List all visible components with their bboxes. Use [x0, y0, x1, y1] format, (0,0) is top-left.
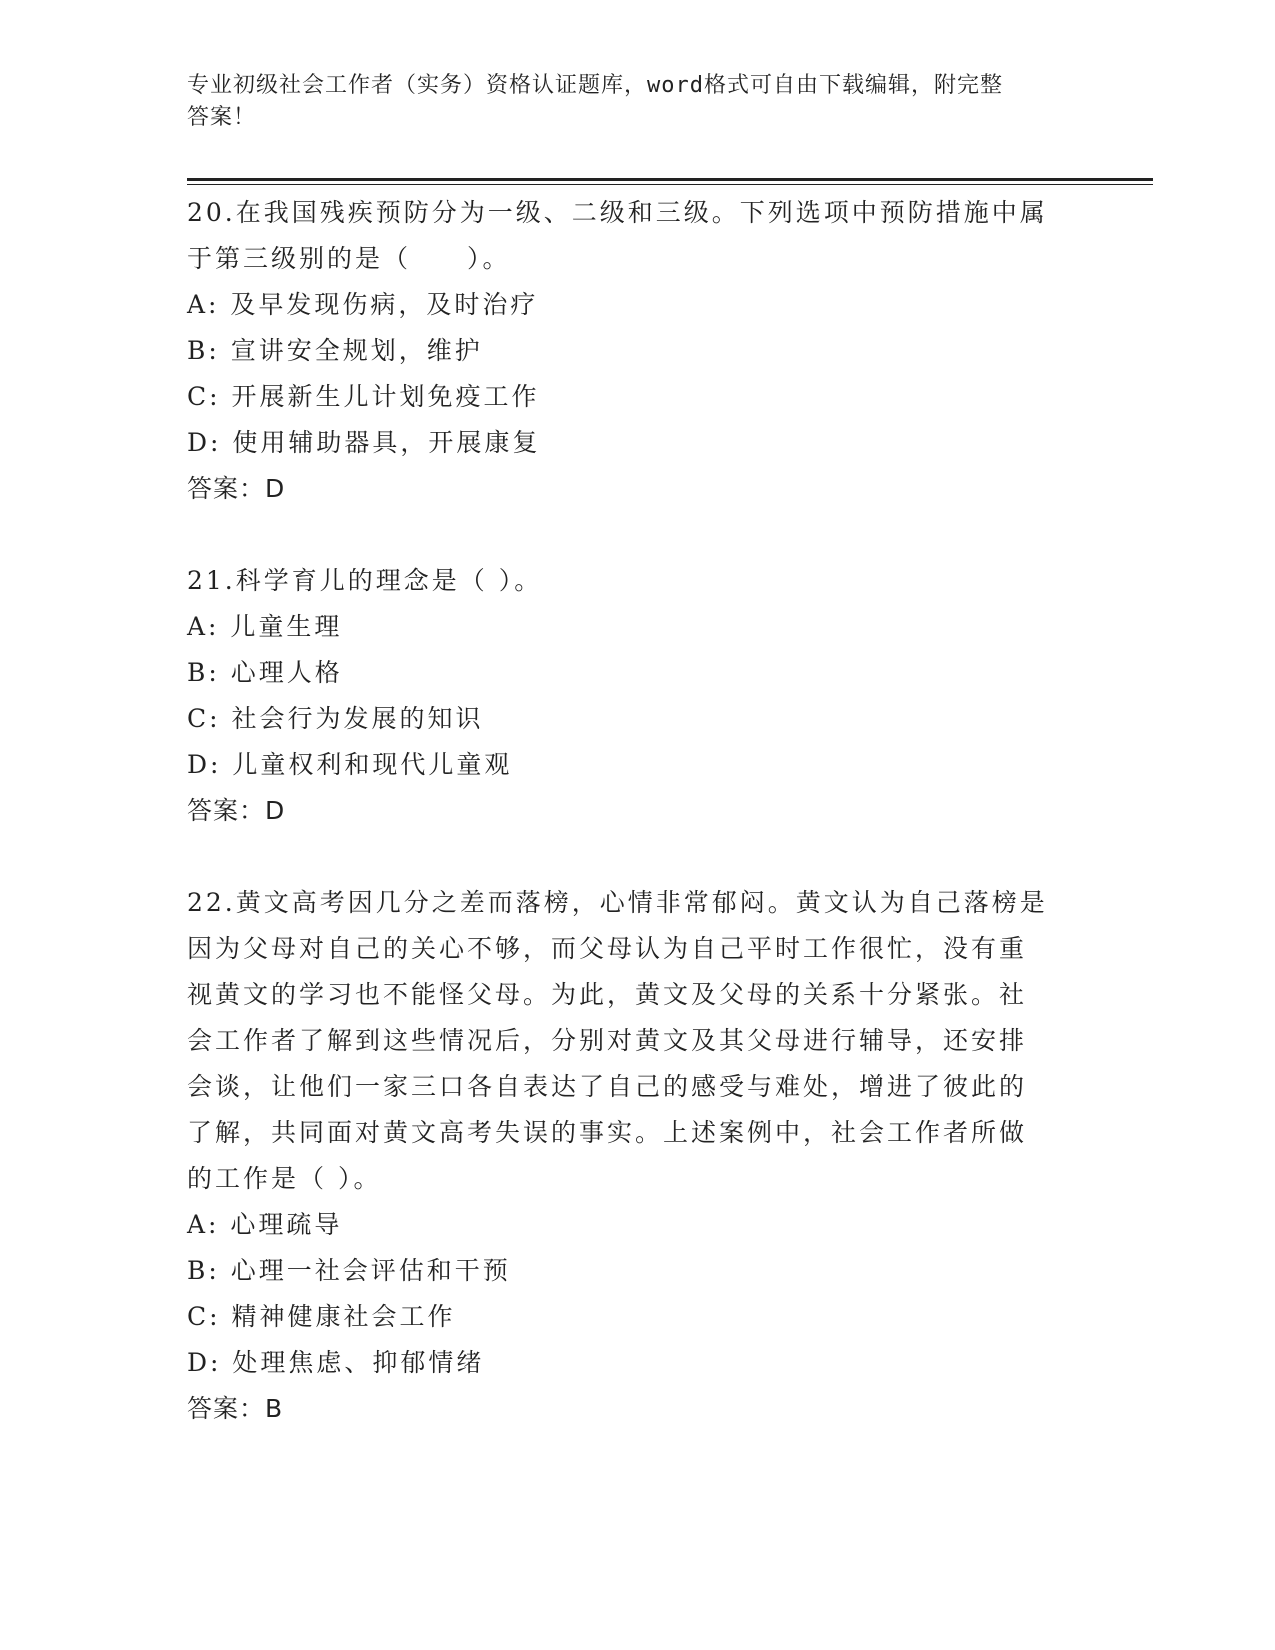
stem-line: 视黄文的学习也不能怪父母。为此，黄文及父母的关系十分紧张。社 [187, 980, 1028, 1009]
question-stem [187, 190, 1087, 282]
option-a: A: 儿童生理 [187, 612, 343, 641]
question-21 [187, 558, 1087, 834]
stem-line: 因为父母对自己的关心不够，而父母认为自己平时工作很忙，没有重 [187, 934, 1028, 963]
stem-line: 的工作是（ ）。 [187, 1164, 382, 1193]
option-a: A: 心理疏导 [187, 1210, 343, 1239]
header-divider-thin [187, 184, 1153, 185]
option-c: C: 精神健康社会工作 [187, 1302, 456, 1331]
option-a: A: 及早发现伤病，及时治疗 [187, 290, 539, 319]
header-line-2: 答案！ [187, 105, 257, 130]
header-divider-thick [187, 178, 1153, 181]
stem-line: 会工作者了解到这些情况后，分别对黄文及其父母进行辅导，还安排 [187, 1026, 1028, 1055]
option-b: B: 心理一社会评估和干预 [187, 1256, 511, 1285]
document-header [187, 70, 1067, 134]
stem-line: 21.科学育儿的理念是（ ）。 [187, 566, 543, 595]
stem-line: 会谈，让他们一家三口各自表达了自己的感受与难处，增进了彼此的 [187, 1072, 1028, 1101]
answer-text: 答案：D [187, 474, 286, 503]
option-b: B: 心理人格 [187, 658, 343, 687]
question-22 [187, 880, 1087, 1432]
option-d: D: 儿童权利和现代儿童观 [187, 750, 513, 779]
stem-line: 了解，共同面对黄文高考失误的事实。上述案例中，社会工作者所做 [187, 1118, 1028, 1147]
stem-line: 20.在我国残疾预防分为一级、二级和三级。下列选项中预防措施中属 [187, 198, 1048, 227]
answer-text: 答案：B [187, 1394, 284, 1423]
answer-text: 答案：D [187, 796, 286, 825]
option-c: C: 开展新生儿计划免疫工作 [187, 382, 540, 411]
header-line-1: 专业初级社会工作者（实务）资格认证题库，word格式可自由下载编辑，附完整 [187, 73, 1003, 98]
option-c: C: 社会行为发展的知识 [187, 704, 484, 733]
question-list [187, 190, 1087, 1478]
question-20 [187, 190, 1087, 512]
question-stem [187, 880, 1087, 1202]
option-d: D: 使用辅助器具，开展康复 [187, 428, 541, 457]
question-stem [187, 558, 1087, 604]
stem-line: 于第三级别的是（ ）。 [187, 244, 511, 273]
option-d: D: 处理焦虑、抑郁情绪 [187, 1348, 485, 1377]
stem-line: 22.黄文高考因几分之差而落榜，心情非常郁闷。黄文认为自己落榜是 [187, 888, 1048, 917]
option-b: B: 宣讲安全规划，维护 [187, 336, 483, 365]
